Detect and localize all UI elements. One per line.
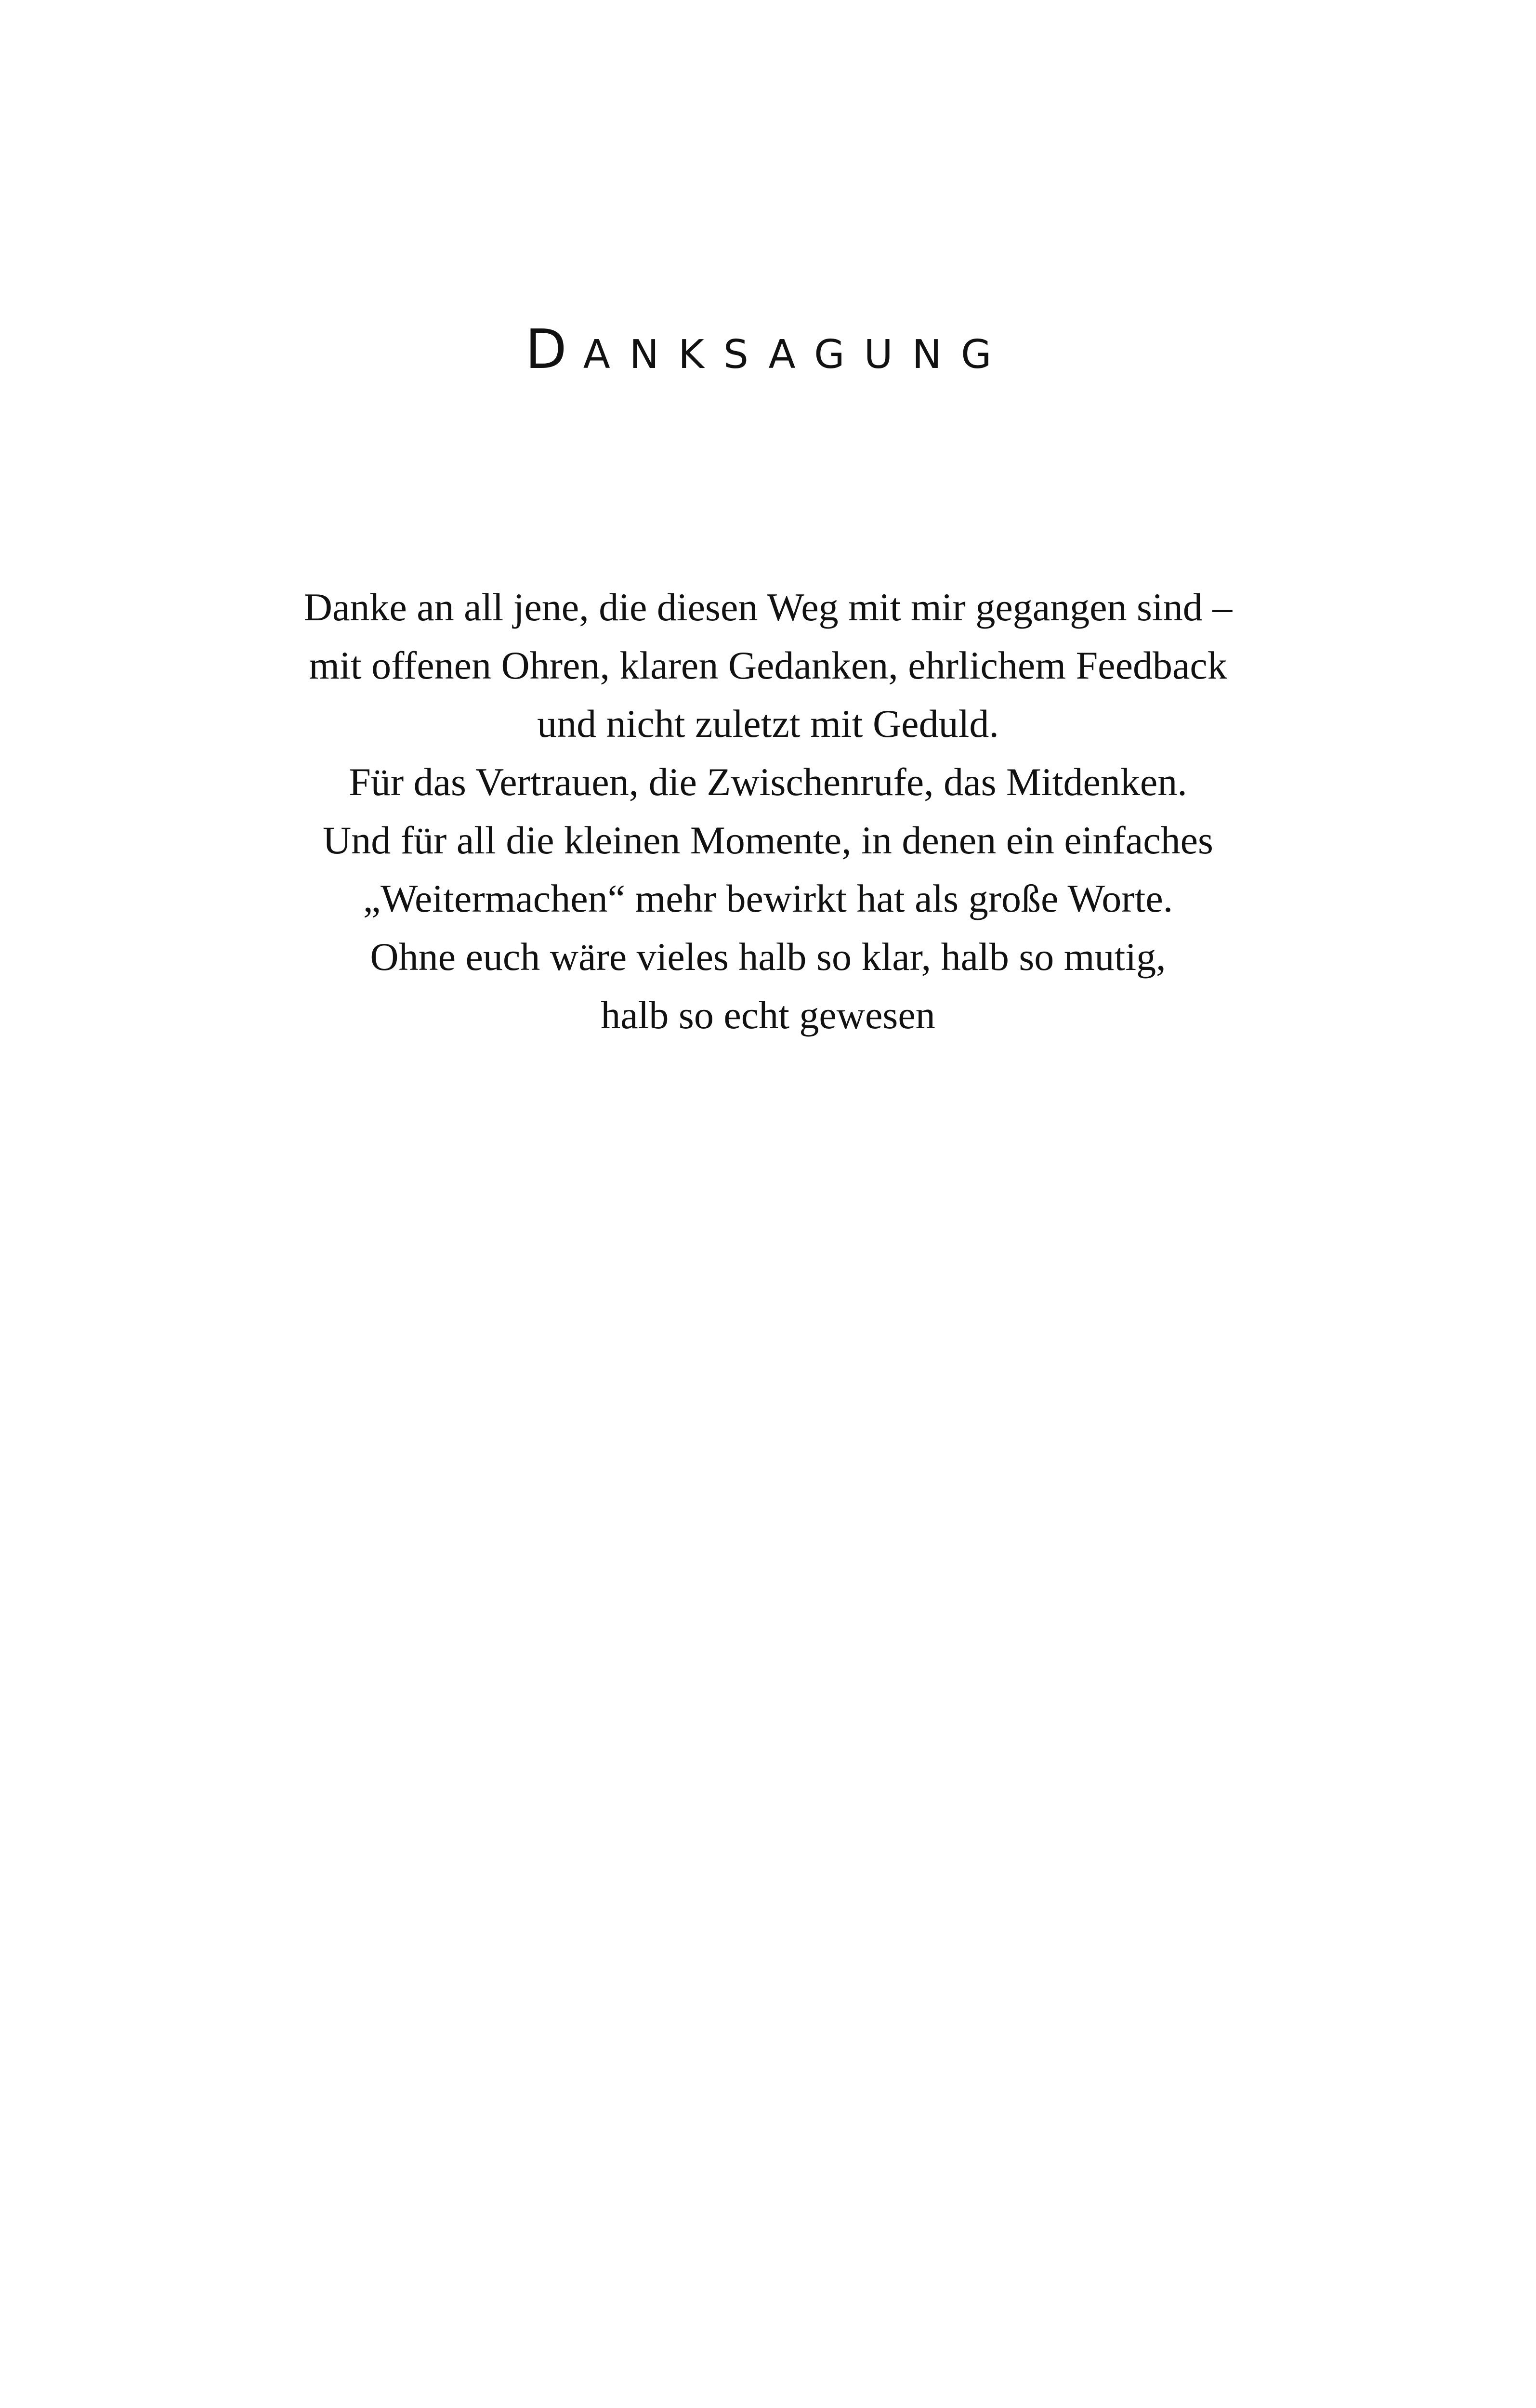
page-title (0, 318, 1536, 381)
page-title-rest: ANKSAGUNG (583, 332, 1011, 378)
text-line: „Weitermachen“ mehr bewirkt hat als große Worte. (363, 877, 1173, 920)
text-line: Für das Vertrauen, die Zwischenrufe, das Mitdenken. (349, 760, 1187, 804)
text-line: Und für all die kleinen Momente, in denen ein einfaches (323, 818, 1213, 862)
acknowledgement-text (0, 578, 1536, 1044)
text-line: Ohne euch wäre vieles halb so klar, halb so mutig, (370, 935, 1166, 979)
text-line: mit offenen Ohren, klaren Gedanken, ehrlichem Feedback (309, 643, 1227, 687)
text-line: halb so echt gewesen (601, 993, 935, 1037)
page-title-initial: D (525, 318, 583, 381)
text-line: und nicht zuletzt mit Geduld. (537, 702, 999, 746)
text-line: Danke an all jene, die diesen Weg mit mir gegangen sind – (303, 585, 1233, 629)
